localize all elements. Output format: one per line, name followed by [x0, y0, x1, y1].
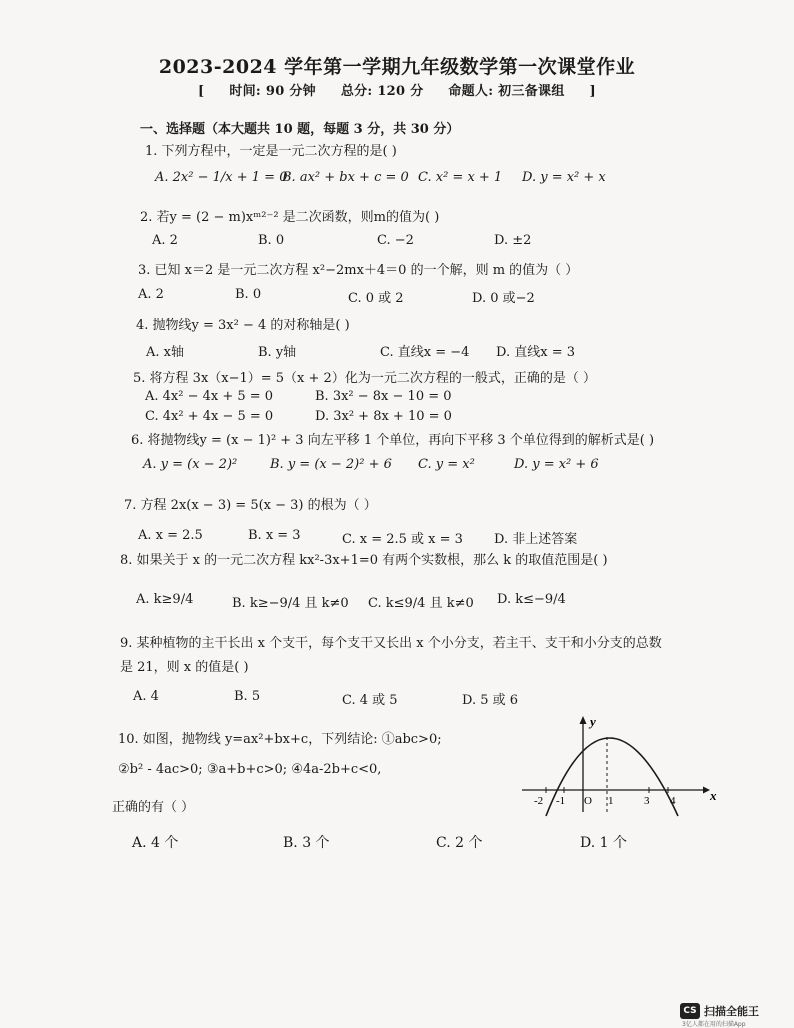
question-8-stem: 8. 如果关于 x 的一元二次方程 kx²-3x+1=0 有两个实数根，那么 k 的取值范围是( ) — [120, 553, 608, 568]
question-10-stem-prompt: 正确的有（ ） — [112, 800, 195, 815]
question-2-option-b: B. 0 — [258, 233, 285, 248]
question-4-option-c: C. 直线x = −4 — [380, 345, 470, 360]
meta-close-bracket: ] — [589, 84, 596, 99]
question-4-option-b: B. y轴 — [258, 345, 297, 360]
question-5-stem: 5. 将方程 3x（x−1）= 5（x + 2）化为一元二次方程的一般式，正确的是（ ） — [133, 371, 596, 386]
question-3-option-d: D. 0 或−2 — [472, 291, 535, 306]
question-10-option-c: C. 2 个 — [436, 835, 483, 851]
question-9-option-d: D. 5 或 6 — [462, 693, 519, 708]
question-6-option-b: B. y = (x − 2)² + 6 — [270, 457, 392, 472]
question-1-option-d: D. y = x² + x — [522, 170, 606, 185]
question-9-stem: 9. 某种植物的主干长出 x 个支干，每个支干又长出 x 个小分支，若主干、支干和小分支的总数 — [120, 636, 662, 651]
question-10-option-a: A. 4 个 — [132, 835, 179, 851]
question-5-option-d: D. 3x² + 8x + 10 = 0 — [315, 409, 452, 424]
x-axis-arrow — [703, 787, 710, 794]
exam-total-score: 总分: 120 分 — [340, 84, 424, 99]
question-2-option-d: D. ±2 — [494, 233, 532, 248]
question-1-option-b: B. ax² + bx + c = 0 — [282, 170, 409, 185]
question-7-option-c: C. x = 2.5 或 x = 3 — [342, 532, 463, 547]
question-5-option-c: C. 4x² + 4x − 5 = 0 — [145, 409, 274, 424]
x-axis-label: x — [710, 788, 717, 803]
meta-open-bracket: [ — [198, 84, 205, 99]
question-1-option-a: A. 2x² − 1/x + 1 = 0 — [155, 170, 288, 185]
question-10-stem-conditions: ②b² - 4ac>0; ③a+b+c>0; ④4a-2b+c<0, — [118, 762, 382, 777]
section-heading: 一、选择题（本大题共 10 题，每题 3 分，共 30 分） — [140, 122, 460, 137]
origin-label: O — [584, 795, 592, 807]
question-3-option-c: C. 0 或 2 — [348, 291, 404, 306]
question-8-option-b: B. k≥−9/4 且 k≠0 — [232, 596, 349, 611]
exam-author: 命题人: 初三备课组 — [448, 84, 565, 99]
question-10-option-d: D. 1 个 — [580, 835, 627, 851]
tick-label-1: 1 — [608, 795, 614, 807]
y-axis-label: y — [590, 714, 596, 729]
exam-meta — [0, 80, 794, 99]
watermark-tagline: 3亿人都在用的扫描App — [682, 1021, 746, 1028]
question-4-option-d: D. 直线x = 3 — [496, 345, 575, 360]
question-8-option-c: C. k≤9/4 且 k≠0 — [368, 596, 474, 611]
exam-time: 时间: 90 分钟 — [229, 84, 316, 99]
question-10-stem: 10. 如图，抛物线 y=ax²+bx+c，下列结论: ①abc>0; — [118, 732, 442, 747]
question-5-option-b: B. 3x² − 8x − 10 = 0 — [315, 389, 452, 404]
scanner-watermark — [680, 1003, 785, 1028]
question-1-option-c: C. x² = x + 1 — [418, 170, 503, 185]
question-3-option-b: B. 0 — [235, 287, 262, 302]
tick-label-neg1: -1 — [556, 795, 566, 807]
question-7-option-d: D. 非上述答案 — [494, 532, 578, 547]
question-5-option-a: A. 4x² − 4x + 5 = 0 — [145, 389, 274, 404]
tick-label-neg2: -2 — [534, 795, 544, 807]
camscanner-logo-icon: CS — [680, 1003, 700, 1019]
question-6-option-c: C. y = x² — [418, 457, 475, 472]
question-9-option-b: B. 5 — [234, 689, 261, 704]
question-2-option-a: A. 2 — [152, 233, 178, 248]
question-7-option-b: B. x = 3 — [248, 528, 301, 543]
question-7-stem: 7. 方程 2x(x − 3) = 5(x − 3) 的根为（ ） — [124, 498, 377, 513]
watermark-app-name: 扫描全能王 — [704, 1005, 759, 1018]
question-1-stem: 1. 下列方程中，一定是一元二次方程的是( ) — [145, 144, 397, 159]
question-2-option-c: C. −2 — [377, 233, 414, 248]
question-3-option-a: A. 2 — [138, 287, 164, 302]
question-4-option-a: A. x轴 — [146, 345, 184, 360]
tick-label-3: 3 — [644, 795, 650, 807]
page-title: 2023-2024 学年第一学期九年级数学第一次课堂作业 — [158, 56, 636, 78]
question-3-stem: 3. 已知 x＝2 是一元二次方程 x²−2mx＋4＝0 的一个解，则 m 的值为（ ） — [138, 263, 579, 278]
y-axis-arrow — [580, 716, 587, 724]
question-7-option-a: A. x = 2.5 — [138, 528, 203, 543]
question-8-option-a: A. k≥9/4 — [136, 592, 194, 607]
question-6-option-d: D. y = x² + 6 — [514, 457, 599, 472]
question-9-stem-continued: 是 21，则 x 的值是( ) — [120, 660, 249, 675]
question-9-option-a: A. 4 — [133, 689, 159, 704]
parabola-figure — [518, 712, 718, 817]
question-6-stem: 6. 将抛物线y = (x − 1)² + 3 向左平移 1 个单位，再向下平移 3 个单位得到的解析式是( ) — [131, 433, 655, 448]
question-9-option-c: C. 4 或 5 — [342, 693, 398, 708]
question-4-stem: 4. 抛物线y = 3x² − 4 的对称轴是( ) — [136, 318, 350, 333]
question-6-option-a: A. y = (x − 2)² — [143, 457, 238, 472]
tick-label-4: 4 — [670, 795, 676, 807]
question-8-option-d: D. k≤−9/4 — [497, 592, 566, 607]
question-10-option-b: B. 3 个 — [283, 835, 330, 851]
question-2-stem: 2. 若y = (2 − m)xᵐ²⁻² 是二次函数，则m的值为( ) — [140, 210, 440, 225]
